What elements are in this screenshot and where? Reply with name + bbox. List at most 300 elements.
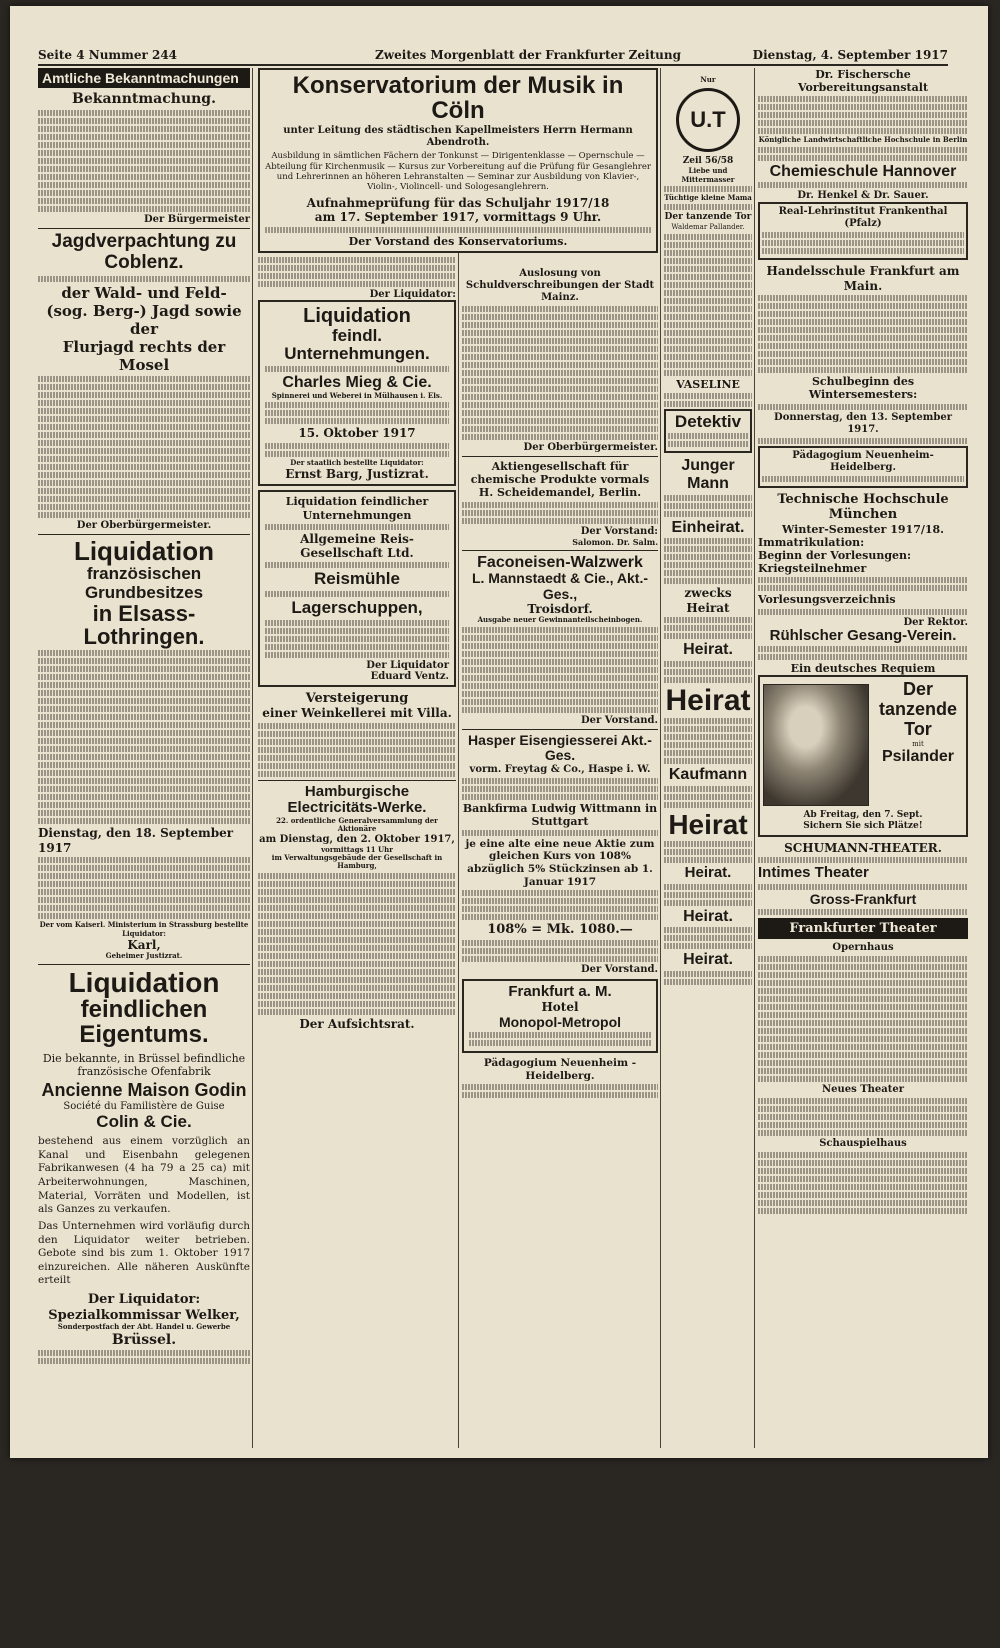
text-block xyxy=(38,182,250,188)
text-block xyxy=(664,346,752,352)
unt-ad xyxy=(258,490,456,687)
text-block xyxy=(664,298,752,304)
text-block xyxy=(664,750,752,756)
liq1-sig3: Geheimer Justizrat. xyxy=(105,951,183,961)
text-block xyxy=(258,961,456,967)
text-block xyxy=(469,1040,651,1046)
text-block xyxy=(38,456,250,462)
text-block xyxy=(38,166,250,172)
text-block xyxy=(38,889,250,895)
text-block xyxy=(462,386,658,392)
text-block xyxy=(462,940,658,946)
text-block xyxy=(38,432,250,438)
text-block xyxy=(664,802,752,808)
liq2-intro: Die bekannte, in Brüssel befindliche französische Ofenfabrik xyxy=(42,1051,246,1078)
text-block xyxy=(258,281,456,287)
text-block xyxy=(38,190,250,196)
landw-title: Königliche Landwirtschaftliche Hochschule in Berlin xyxy=(758,135,968,145)
text-block xyxy=(38,857,250,863)
text-block xyxy=(668,441,748,447)
feindl-ad xyxy=(258,300,456,487)
text-block xyxy=(38,658,250,664)
text-block xyxy=(758,988,968,994)
text-block xyxy=(758,182,968,188)
thm-kriegs: Kriegsteilnehmer xyxy=(758,562,867,576)
text-block xyxy=(265,443,449,449)
text-block xyxy=(664,971,752,977)
text-block xyxy=(758,884,968,890)
vaseline: VASELINE xyxy=(676,377,740,391)
column-rule xyxy=(252,68,253,1448)
text-block xyxy=(38,738,250,744)
text-block xyxy=(462,1092,658,1098)
text-block xyxy=(758,1028,968,1034)
text-block xyxy=(38,198,250,204)
text-block xyxy=(664,661,752,667)
text-block xyxy=(462,510,658,516)
text-block xyxy=(664,546,752,552)
divider xyxy=(258,780,456,781)
text-block xyxy=(38,650,250,656)
liq1-date: Dienstag, den 18. September 1917 xyxy=(38,826,234,855)
text-block xyxy=(38,865,250,871)
text-block xyxy=(38,698,250,704)
text-block xyxy=(664,274,752,280)
text-block xyxy=(664,250,752,256)
unt-sig: Der Liquidator xyxy=(366,659,449,671)
text-block xyxy=(758,311,968,317)
text-block xyxy=(38,722,250,728)
text-block xyxy=(758,1004,968,1010)
text-block xyxy=(462,948,658,954)
text-block xyxy=(462,306,658,312)
frankfurter-theater: Frankfurter Theater xyxy=(758,918,968,939)
text-block xyxy=(664,677,752,683)
liq2-liquidator-name: Spezialkommissar Welker, xyxy=(48,1307,240,1323)
text-block xyxy=(38,873,250,879)
text-block xyxy=(258,985,456,991)
tanz-name: Psilander xyxy=(881,748,955,766)
text-block xyxy=(758,1052,968,1058)
kons-date: am 17. September 1917, vormittags 9 Uhr. xyxy=(314,210,602,225)
text-block xyxy=(38,794,250,800)
text-block xyxy=(462,699,658,705)
divider xyxy=(462,729,658,730)
text-block xyxy=(664,234,752,240)
thm-imm: Immatrikulation: xyxy=(758,535,865,549)
text-block xyxy=(265,227,651,233)
text-block xyxy=(664,393,752,399)
text-block xyxy=(758,155,968,161)
text-block xyxy=(762,232,964,238)
text-block xyxy=(758,1176,968,1182)
text-block xyxy=(664,511,752,517)
text-block xyxy=(462,502,658,508)
text-block xyxy=(758,404,968,410)
text-block xyxy=(758,646,968,652)
hotel-name: Monopol-Metropol xyxy=(498,1013,622,1030)
text-block xyxy=(758,996,968,1002)
mainz-signature: Der Oberbürgermeister. xyxy=(523,442,658,453)
text-block xyxy=(38,1350,250,1356)
text-block xyxy=(258,1001,456,1007)
masthead xyxy=(38,46,948,66)
text-block xyxy=(664,266,752,272)
text-block xyxy=(664,258,752,264)
ruehl: Rühlscher Gesang-Verein. xyxy=(769,626,957,644)
text-block xyxy=(664,290,752,296)
liq1-title-a: Liquidation xyxy=(73,535,215,566)
text-block xyxy=(38,802,250,808)
liq1-sig1: Der vom Kaiserl. Ministerium in Strassburg bestellte Liquidator: xyxy=(39,920,249,938)
text-block xyxy=(258,945,456,951)
text-block xyxy=(462,778,658,784)
hh-place: im Verwaltungsgebäude der Gesellschaft in Hamburg, xyxy=(271,853,443,871)
text-block xyxy=(38,276,250,282)
text-block xyxy=(758,1076,968,1082)
schulbeginn-date: Donnerstag, den 13. September 1917. xyxy=(774,411,952,435)
section-header: Amtliche Bekanntmachungen xyxy=(38,68,250,88)
text-block xyxy=(762,240,964,246)
thm-verz: Vorlesungsverzeichnis xyxy=(758,593,896,607)
text-block xyxy=(265,636,449,642)
schauspielhaus: Schauspielhaus xyxy=(819,1138,907,1150)
text-block xyxy=(664,186,752,192)
text-block xyxy=(462,518,658,524)
hh-title: Hamburgische Electricitäts-Werke. xyxy=(287,782,427,817)
text-block xyxy=(758,980,968,986)
heirat-1: Heirat. xyxy=(683,640,733,658)
text-block xyxy=(758,1130,968,1136)
text-block xyxy=(758,857,968,863)
heirat-3: Heirat xyxy=(668,808,748,840)
text-block xyxy=(664,884,752,890)
text-block xyxy=(664,927,752,933)
kons-title: Konservatorium der Musik in Cöln xyxy=(292,72,624,125)
text-block xyxy=(258,763,456,769)
hunt-sub3: Flurjagd rechts der Mosel xyxy=(62,337,226,374)
text-block xyxy=(758,359,968,365)
text-block xyxy=(38,118,250,124)
hunt-signature: Der Oberbürgermeister. xyxy=(76,519,212,531)
column-4 xyxy=(664,76,752,1456)
text-block xyxy=(462,418,658,424)
text-block xyxy=(462,786,658,792)
liq1-title-b: französischen Grundbesitzes xyxy=(84,563,204,602)
divider xyxy=(462,456,658,457)
text-block xyxy=(38,448,250,454)
tanz-with: mit xyxy=(912,739,924,748)
text-block xyxy=(38,746,250,752)
text-block xyxy=(38,158,250,164)
liq2-body2: Das Unternehmen wird vorläufig durch den Liquidator weiter betrieben. Gebote sind bis zum 1. Oktober 1917 einzureichen. Alle näheren Auskünfte erteilt xyxy=(38,1219,250,1287)
text-block xyxy=(758,1114,968,1120)
wein-sub: einer Weinkellerei mit Villa. xyxy=(262,706,452,721)
text-block xyxy=(758,585,968,591)
text-block xyxy=(664,734,752,740)
heirat-2: Heirat xyxy=(665,683,751,717)
fischer-title: Dr. Fischersche Vorbereitungsanstalt xyxy=(797,68,929,95)
text-block xyxy=(38,905,250,911)
liq2-liquidator: Der Liquidator: xyxy=(87,1292,201,1308)
feindl-sig: Der staatlich bestellte Liquidator: xyxy=(290,457,424,467)
text-block xyxy=(762,248,964,254)
junger-mann: Junger Mann xyxy=(681,457,735,493)
text-block xyxy=(462,378,658,384)
text-block xyxy=(758,120,968,126)
text-block xyxy=(462,794,658,800)
text-block xyxy=(38,150,250,156)
text-block xyxy=(758,343,968,349)
text-block xyxy=(38,730,250,736)
text-block xyxy=(258,739,456,745)
hotel-city: Frankfurt a. M. xyxy=(508,982,612,1000)
wein-title: Versteigerung xyxy=(305,690,409,706)
hasper-bank: Bankfirma Ludwig Wittmann in Stuttgart xyxy=(462,801,658,828)
text-block xyxy=(664,570,752,576)
text-block xyxy=(258,929,456,935)
ut-mama: Tüchtige kleine Mama xyxy=(664,192,752,202)
text-block xyxy=(258,747,456,753)
hh-time: vormittags 11 Uhr xyxy=(321,844,393,854)
text-block xyxy=(462,394,658,400)
text-block xyxy=(664,617,752,623)
chem-signature: Der Vorstand: xyxy=(580,525,658,537)
text-block xyxy=(664,669,752,675)
text-block xyxy=(664,841,752,847)
kons-signature: Der Vorstand des Konservatoriums. xyxy=(348,234,568,248)
text-block xyxy=(664,633,752,639)
divider xyxy=(38,964,250,965)
text-block xyxy=(38,142,250,148)
liq2-title-a: Liquidation xyxy=(68,966,220,998)
unt-title: Liquidation feindlicher Unternehmungen xyxy=(285,495,429,522)
liq2-liquidator-addr: Sonderpostfach der Abt. Handel u. Gewerbe xyxy=(57,1322,231,1332)
text-block xyxy=(265,628,449,634)
column-rule xyxy=(458,68,459,1448)
column-3 xyxy=(462,268,658,1648)
intimes: Intimes Theater xyxy=(758,864,869,882)
text-block xyxy=(664,742,752,748)
faco-sub: Ausgabe neuer Gewinnanteilscheinbogen. xyxy=(477,615,643,625)
text-block xyxy=(462,362,658,368)
chem-signature-names: Salomon. Dr. Salm. xyxy=(572,536,658,547)
text-block xyxy=(462,346,658,352)
tanz-text xyxy=(873,680,963,810)
text-block xyxy=(664,354,752,360)
text-block xyxy=(462,370,658,376)
text-block xyxy=(265,524,449,530)
liq2-title-b: feindlichen Eigentums. xyxy=(79,996,209,1049)
column-1 xyxy=(38,68,250,1448)
actor-photo xyxy=(763,684,869,806)
text-block xyxy=(758,956,968,962)
text-block xyxy=(758,319,968,325)
text-block xyxy=(38,206,250,212)
liq2-body: bestehend aus einem vorzüglich an Kanal und Eisenbahn gelegenen Fabrikanwesen (4 ha 79 a 25 ca) mit Arbeiterwohnungen, Maschinen, Material, Vorräten und Modellen, ist als Ganzes zu verkaufen. xyxy=(38,1135,250,1216)
text-block xyxy=(258,273,456,279)
text-block xyxy=(462,338,658,344)
ut-tor: Der tanzende Tor xyxy=(664,212,752,223)
text-block xyxy=(462,914,658,920)
text-block xyxy=(758,909,968,915)
liq1-title-c: in Elsass-Lothringen. xyxy=(83,601,205,650)
hunt-sub1: der Wald- und Feld- xyxy=(61,283,227,302)
kaufmann: Kaufmann xyxy=(668,766,748,784)
text-block xyxy=(258,913,456,919)
faco-city: Troisdorf. xyxy=(527,601,593,616)
text-block xyxy=(462,667,658,673)
text-block xyxy=(758,147,968,153)
text-block xyxy=(664,900,752,906)
einheirat: Einheirat. xyxy=(671,518,745,536)
heirat-4: Heirat. xyxy=(684,864,732,882)
text-block xyxy=(758,128,968,134)
hunt-title: Jagdverpachtung zu Coblenz. xyxy=(51,230,237,273)
text-block xyxy=(758,303,968,309)
neues-theater: Neues Theater xyxy=(821,1084,905,1096)
text-block xyxy=(664,943,752,949)
text-block xyxy=(258,905,456,911)
heirat-5: Heirat. xyxy=(683,907,733,925)
feindl-firm: Charles Mieg & Cie. xyxy=(282,374,432,392)
text-block xyxy=(38,674,250,680)
tanz-ad xyxy=(758,675,968,837)
kons-body: Ausbildung in sämtlichen Fächern der Tonkunst — Dirigentenklasse — Opernschule — Abteilung für Kirchenmusik — Kursus zur Vorbereitung auf die Prüfung für Gesanglehrer und Lehrerinnen an höheren Lehranstalten — Seminar zur Ausbildung von Klavier-, Violin-, Violincell- und Sologesanglehrern. xyxy=(265,151,651,193)
chem-names: Dr. Henkel & Dr. Sauer. xyxy=(797,190,929,202)
zwecks-heirat: zwecks Heirat xyxy=(684,586,732,615)
hotel-ad xyxy=(462,979,658,1053)
feindl-date: 15. Oktober 1917 xyxy=(298,426,416,441)
column-rule xyxy=(754,68,755,1448)
kons-sub: unter Leitung des städtischen Kapellmeisters Herrn Hermann Abendroth. xyxy=(283,125,633,149)
text-block xyxy=(664,204,752,210)
text-block xyxy=(38,690,250,696)
text-block xyxy=(38,913,250,919)
text-block xyxy=(258,937,456,943)
text-block xyxy=(258,881,456,887)
text-block xyxy=(38,392,250,398)
text-block xyxy=(462,890,658,896)
text-block xyxy=(664,362,752,368)
column-5 xyxy=(758,68,968,1448)
liq2-firm: Ancienne Maison Godin xyxy=(41,1080,247,1101)
text-block xyxy=(758,1184,968,1190)
gross-frankfurt: Gross-Frankfurt xyxy=(809,890,917,907)
handelsschule: Handelsschule Frankfurt am Main. xyxy=(766,264,960,293)
text-block xyxy=(38,496,250,502)
realschule: Real-Lehrinstitut Frankenthal (Pfalz) xyxy=(778,206,948,230)
faco-name: L. Mannstaedt & Cie., Akt.-Ges., xyxy=(471,570,649,602)
text-block xyxy=(664,625,752,631)
text-block xyxy=(462,675,658,681)
text-block xyxy=(664,554,752,560)
text-block xyxy=(758,335,968,341)
text-block xyxy=(664,578,752,584)
text-block xyxy=(265,644,449,650)
text-block xyxy=(38,762,250,768)
text-block xyxy=(462,434,658,440)
text-block xyxy=(664,935,752,941)
text-block xyxy=(758,1098,968,1104)
text-block xyxy=(668,433,748,439)
text-block xyxy=(664,322,752,328)
text-block xyxy=(38,400,250,406)
ut-liebe: Liebe und Mittermasser xyxy=(681,166,735,184)
text-block xyxy=(664,786,752,792)
feindl-firm-sub: Spinnerei und Weberei in Mülhausen i. Els. xyxy=(271,390,443,400)
text-block xyxy=(38,384,250,390)
text-block xyxy=(265,418,449,424)
hh-date: am Dienstag, den 2. Oktober 1917, xyxy=(259,833,455,845)
divider xyxy=(38,228,250,229)
column-rule xyxy=(660,68,661,1448)
faco-title: Faconeisen-Walzwerk xyxy=(477,553,643,571)
faco-signature: Der Vorstand. xyxy=(580,714,658,726)
tanz-note: Sichern Sie sich Plätze! xyxy=(803,821,923,832)
text-block xyxy=(258,873,456,879)
text-block xyxy=(38,706,250,712)
ut-nur: Nur xyxy=(700,75,716,84)
text-block xyxy=(258,755,456,761)
text-block xyxy=(462,643,658,649)
text-block xyxy=(758,1068,968,1074)
text-block xyxy=(38,376,250,382)
requiem: Ein deutsches Requiem xyxy=(790,662,936,676)
text-block xyxy=(265,451,449,457)
text-block xyxy=(664,503,752,509)
text-block xyxy=(462,898,658,904)
text-block xyxy=(38,480,250,486)
text-block xyxy=(38,488,250,494)
text-block xyxy=(38,126,250,132)
text-block xyxy=(758,964,968,970)
text-block xyxy=(38,754,250,760)
text-block xyxy=(758,104,968,110)
text-block xyxy=(664,849,752,855)
liq2-colin: Colin & Cie. xyxy=(96,1112,192,1132)
text-block xyxy=(258,889,456,895)
text-block xyxy=(758,295,968,301)
text-block xyxy=(462,830,658,836)
page-label: Seite 4 Nummer 244 xyxy=(38,48,178,62)
text-block xyxy=(38,881,250,887)
hunt-sub2: (sog. Berg-) Jagd sowie der xyxy=(46,301,242,338)
text-block xyxy=(758,1012,968,1018)
text-block xyxy=(664,758,752,764)
opernhaus: Opernhaus xyxy=(832,942,894,954)
thm-sem: Winter-Semester 1917/18. xyxy=(781,522,945,536)
text-block xyxy=(38,778,250,784)
text-block xyxy=(265,562,449,568)
realschule-ad xyxy=(758,202,968,260)
text-block xyxy=(664,282,752,288)
ut-logo: U.T xyxy=(676,88,740,152)
feindl-title-b: feindl. Unternehmungen. xyxy=(284,325,430,364)
text-block xyxy=(462,651,658,657)
hasper-title: Hasper Eisengiesserei Akt.-Ges. xyxy=(468,731,652,764)
unt-lager: Lagerschuppen, xyxy=(291,598,423,618)
text-block xyxy=(258,953,456,959)
text-block xyxy=(265,410,449,416)
divider xyxy=(462,550,658,551)
text-block xyxy=(758,1160,968,1166)
text-block xyxy=(664,306,752,312)
text-block xyxy=(38,472,250,478)
text-block xyxy=(38,110,250,116)
hasper-offer: je eine alte eine neue Aktie zum gleichen Kurs von 108% abzüglich 5% Stückzinsen ab 1. Januar 1917 xyxy=(465,837,655,888)
text-block xyxy=(462,322,658,328)
